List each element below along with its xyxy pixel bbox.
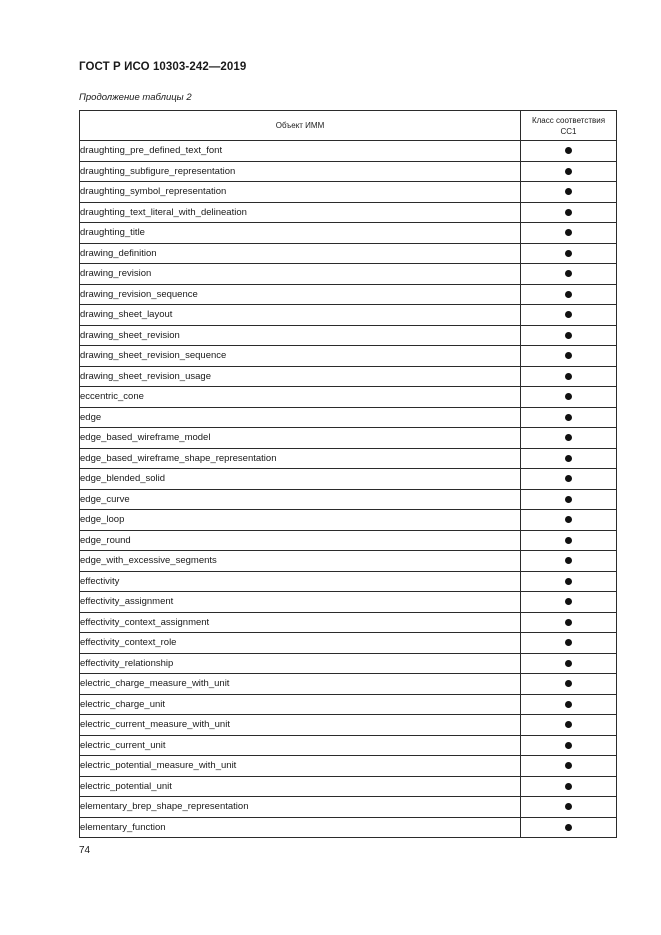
object-name-cell: effectivity_context_role [80, 633, 521, 654]
conformance-cell [521, 776, 617, 797]
table-row [80, 510, 617, 531]
conformance-cell [521, 346, 617, 367]
table-body [80, 141, 617, 838]
conformance-cell [521, 202, 617, 223]
object-name-cell: electric_potential_measure_with_unit [80, 756, 521, 777]
document-header: ГОСТ Р ИСО 10303-242—2019 [79, 61, 247, 73]
filled-circle-icon [565, 578, 572, 585]
conformance-cell [521, 612, 617, 633]
conformance-cell [521, 243, 617, 264]
object-name-cell: edge_with_excessive_segments [80, 551, 521, 572]
conformance-cell [521, 325, 617, 346]
table-row [80, 305, 617, 326]
conformance-cell [521, 571, 617, 592]
filled-circle-icon [565, 311, 572, 318]
conformance-cell [521, 428, 617, 449]
conformance-cell [521, 530, 617, 551]
object-name-cell: drawing_definition [80, 243, 521, 264]
table-row [80, 469, 617, 490]
table-row [80, 223, 617, 244]
column-header-class-line2: CC1 [560, 126, 577, 136]
object-name-cell: electric_charge_measure_with_unit [80, 674, 521, 695]
table-row [80, 612, 617, 633]
object-name-cell: draughting_symbol_representation [80, 182, 521, 203]
conformance-cell [521, 223, 617, 244]
object-name-cell: drawing_sheet_revision [80, 325, 521, 346]
table-row [80, 366, 617, 387]
table-row [80, 653, 617, 674]
filled-circle-icon [565, 250, 572, 257]
table-row [80, 776, 617, 797]
table-row [80, 674, 617, 695]
filled-circle-icon [565, 352, 572, 359]
table-row [80, 264, 617, 285]
filled-circle-icon [565, 783, 572, 790]
conformance-cell [521, 694, 617, 715]
conformance-cell [521, 633, 617, 654]
table-row [80, 756, 617, 777]
filled-circle-icon [565, 373, 572, 380]
table-header-row [80, 111, 617, 141]
filled-circle-icon [565, 742, 572, 749]
table-row [80, 715, 617, 736]
object-name-cell: drawing_revision [80, 264, 521, 285]
table-row [80, 817, 617, 838]
table-row [80, 735, 617, 756]
filled-circle-icon [565, 229, 572, 236]
table-row [80, 161, 617, 182]
column-header-conformance-class [521, 111, 617, 141]
filled-circle-icon [565, 824, 572, 831]
conformance-cell [521, 141, 617, 162]
object-name-cell: edge [80, 407, 521, 428]
object-name-cell: effectivity [80, 571, 521, 592]
conformance-cell [521, 469, 617, 490]
table-row [80, 592, 617, 613]
filled-circle-icon [565, 598, 572, 605]
filled-circle-icon [565, 332, 572, 339]
table-row [80, 141, 617, 162]
conformance-cell [521, 407, 617, 428]
conformance-cell [521, 182, 617, 203]
filled-circle-icon [565, 721, 572, 728]
column-header-object: Объект ИММ [80, 111, 521, 141]
table-row [80, 694, 617, 715]
object-name-cell: electric_current_measure_with_unit [80, 715, 521, 736]
object-name-cell: effectivity_assignment [80, 592, 521, 613]
conformance-cell [521, 305, 617, 326]
column-header-class-line1: Класс соответствия [531, 115, 606, 125]
filled-circle-icon [565, 475, 572, 482]
conformance-cell [521, 161, 617, 182]
conformance-table [79, 110, 617, 838]
table-row [80, 387, 617, 408]
object-name-cell: draughting_text_literal_with_delineation [80, 202, 521, 223]
filled-circle-icon [565, 270, 572, 277]
conformance-cell [521, 448, 617, 469]
object-name-cell: electric_current_unit [80, 735, 521, 756]
object-name-cell: draughting_title [80, 223, 521, 244]
conformance-cell [521, 817, 617, 838]
filled-circle-icon [565, 147, 572, 154]
filled-circle-icon [565, 434, 572, 441]
object-name-cell: electric_potential_unit [80, 776, 521, 797]
filled-circle-icon [565, 639, 572, 646]
object-name-cell: edge_curve [80, 489, 521, 510]
table-row [80, 489, 617, 510]
table-row [80, 202, 617, 223]
object-name-cell: eccentric_cone [80, 387, 521, 408]
filled-circle-icon [565, 803, 572, 810]
conformance-cell [521, 489, 617, 510]
filled-circle-icon [565, 291, 572, 298]
conformance-cell [521, 510, 617, 531]
conformance-cell [521, 284, 617, 305]
filled-circle-icon [565, 516, 572, 523]
object-name-cell: effectivity_relationship [80, 653, 521, 674]
filled-circle-icon [565, 537, 572, 544]
filled-circle-icon [565, 209, 572, 216]
table-row [80, 407, 617, 428]
filled-circle-icon [565, 762, 572, 769]
conformance-cell [521, 366, 617, 387]
object-name-cell: elementary_brep_shape_representation [80, 797, 521, 818]
object-name-cell: drawing_sheet_layout [80, 305, 521, 326]
object-name-cell: edge_blended_solid [80, 469, 521, 490]
conformance-cell [521, 756, 617, 777]
page-number: 74 [79, 845, 91, 856]
table-row [80, 428, 617, 449]
filled-circle-icon [565, 701, 572, 708]
table-row [80, 530, 617, 551]
object-name-cell: drawing_sheet_revision_sequence [80, 346, 521, 367]
table-row [80, 284, 617, 305]
conformance-cell [521, 674, 617, 695]
table-row [80, 551, 617, 572]
object-name-cell: elementary_function [80, 817, 521, 838]
filled-circle-icon [565, 455, 572, 462]
table-row [80, 346, 617, 367]
filled-circle-icon [565, 393, 572, 400]
conformance-cell [521, 264, 617, 285]
table-row [80, 797, 617, 818]
filled-circle-icon [565, 496, 572, 503]
filled-circle-icon [565, 557, 572, 564]
table-row [80, 633, 617, 654]
filled-circle-icon [565, 660, 572, 667]
conformance-cell [521, 592, 617, 613]
table-continuation-caption: Продолжение таблицы 2 [79, 92, 192, 103]
table-row [80, 325, 617, 346]
filled-circle-icon [565, 414, 572, 421]
object-name-cell: edge_round [80, 530, 521, 551]
object-name-cell: electric_charge_unit [80, 694, 521, 715]
conformance-cell [521, 797, 617, 818]
table-row [80, 571, 617, 592]
table-row [80, 243, 617, 264]
object-name-cell: drawing_revision_sequence [80, 284, 521, 305]
object-name-cell: effectivity_context_assignment [80, 612, 521, 633]
object-name-cell: edge_loop [80, 510, 521, 531]
filled-circle-icon [565, 680, 572, 687]
table-row [80, 182, 617, 203]
object-name-cell: draughting_subfigure_representation [80, 161, 521, 182]
filled-circle-icon [565, 168, 572, 175]
conformance-cell [521, 735, 617, 756]
conformance-cell [521, 653, 617, 674]
conformance-cell [521, 387, 617, 408]
object-name-cell: edge_based_wireframe_model [80, 428, 521, 449]
object-name-cell: draughting_pre_defined_text_font [80, 141, 521, 162]
conformance-cell [521, 551, 617, 572]
object-name-cell: edge_based_wireframe_shape_representation [80, 448, 521, 469]
filled-circle-icon [565, 188, 572, 195]
filled-circle-icon [565, 619, 572, 626]
object-name-cell: drawing_sheet_revision_usage [80, 366, 521, 387]
table-row [80, 448, 617, 469]
conformance-cell [521, 715, 617, 736]
